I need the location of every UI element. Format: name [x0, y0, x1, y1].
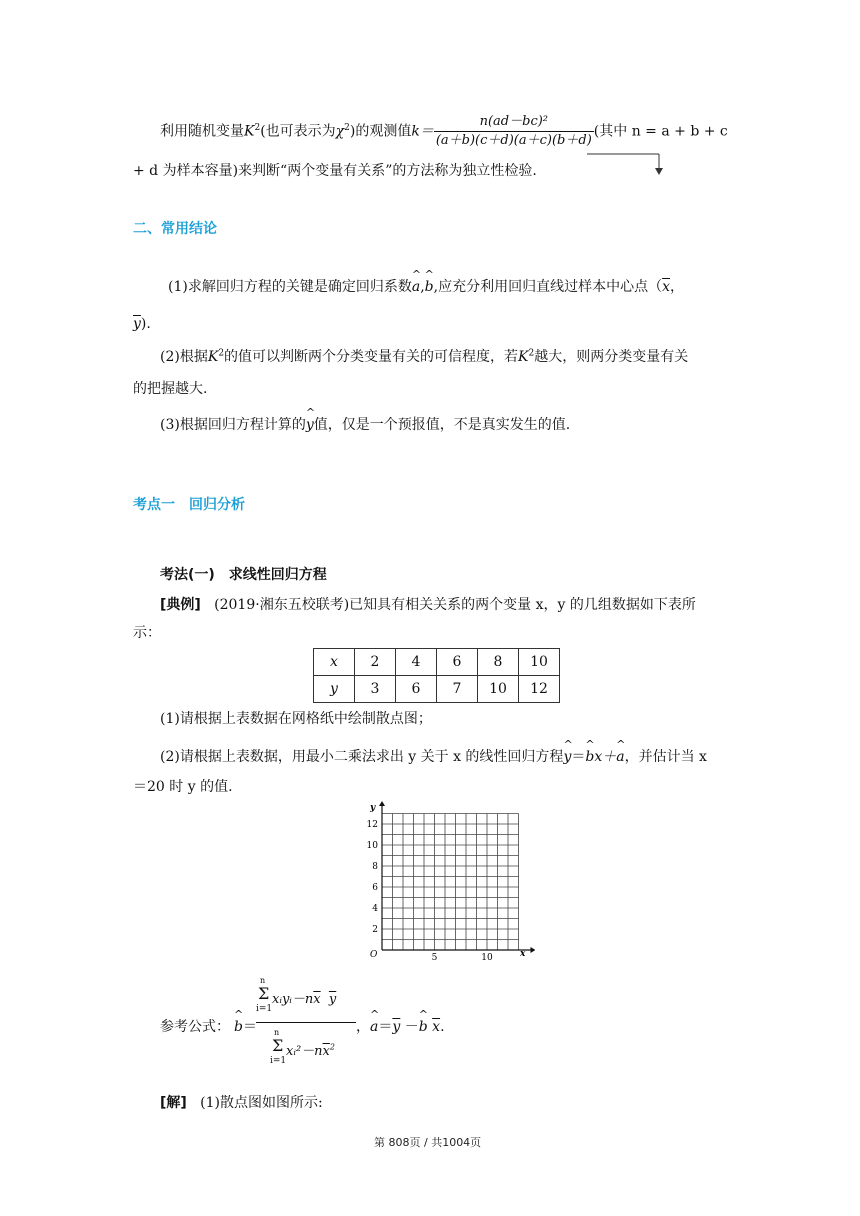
intro-text-line2: + d 为样本容量)来判断“两个变量有关系”的方法称为独立性检验.: [133, 163, 537, 179]
table-cell: 10: [478, 676, 519, 703]
table-cell: 10: [519, 649, 560, 676]
y-hat: ^ y: [306, 417, 314, 433]
intro-line-1: [160, 108, 728, 148]
y-tick-label: 12: [366, 820, 378, 830]
den-body: [286, 1040, 335, 1059]
den-body-text: xᵢ²－n: [286, 1044, 323, 1059]
x-tick-label: 5: [431, 953, 438, 962]
den-sum-top: n: [274, 1028, 280, 1037]
table-cell: 6: [437, 649, 478, 676]
item2-text-b: 的值可以判断两个分类变量有关的可信程度，若: [224, 349, 519, 365]
table-cell: 2: [355, 649, 396, 676]
den-x-bar: $\overline{x}$: [322, 1044, 330, 1059]
item2-k-2-sup: 2: [528, 348, 535, 359]
num-body: [272, 988, 336, 1007]
formula-b: ^ b: [234, 1019, 243, 1035]
q2-x-plus: x＋: [594, 749, 617, 765]
y-axis-arrow-icon: [379, 801, 385, 806]
formula-a-hat: [356, 1016, 445, 1036]
table-cell: 8: [478, 649, 519, 676]
table-cell: 6: [396, 676, 437, 703]
x-bar: $\overline{x}$: [662, 279, 670, 295]
den-sum-bottom: i=1: [270, 1056, 287, 1066]
intro-text-d: (其中 n = a + b + c: [593, 123, 728, 140]
num-body-text: xᵢyᵢ－n: [272, 992, 314, 1007]
q2-a-hat: ^ a: [616, 749, 624, 765]
formula-y-bar: $\overline{y}$: [392, 1019, 401, 1035]
conclusion-item-3: [160, 414, 570, 434]
k-equals: k＝: [411, 123, 434, 140]
y-tick-label: 8: [372, 862, 378, 872]
q2-b-hat: ^ b: [585, 749, 594, 765]
formula-a: ^ a: [370, 1019, 378, 1035]
table-cell: x: [314, 649, 355, 676]
table-cell: 3: [355, 676, 396, 703]
den-sq: 2: [329, 1042, 335, 1052]
intro-text-b: (也可表示为: [260, 123, 336, 140]
x-axis-label: x: [520, 949, 526, 959]
section-heading-common-conclusions: 二、常用结论: [133, 221, 217, 237]
question-2-line2: ＝20 时 y 的值.: [133, 779, 233, 795]
item1-text-a: (1)求解回归方程的关键是确定回归系数: [168, 279, 412, 295]
solution-line: [160, 1092, 323, 1112]
conclusion-item-1-line2: [133, 316, 151, 332]
formula-a-equals: ＝: [378, 1019, 393, 1035]
formula-b-hat: [234, 1016, 257, 1036]
example-line-1: [160, 594, 696, 614]
num-sigma: Σ: [258, 984, 270, 1003]
k-superscript: 2: [254, 123, 261, 133]
item1-text-b: ,应充分利用回归直线过样本中心点（: [433, 279, 663, 295]
y-axis-label: y: [370, 803, 376, 813]
b-hat: ^ b: [425, 279, 434, 295]
num-sum-bottom: i=1: [256, 1004, 273, 1014]
conclusion-item-2-line2: [133, 378, 207, 398]
formula-sep: ，: [356, 1019, 370, 1035]
grid-paper: [360, 800, 535, 962]
q2-text-b: ，并估计当 x: [624, 749, 707, 765]
q2-y-hat: ^ y: [563, 749, 571, 765]
fraction-denominator: (a＋b)(c＋d)(a＋c)(b＋d): [435, 133, 592, 149]
method-heading: 考法(一) 求线性回归方程: [160, 567, 327, 583]
x-tick-labels: [432, 953, 493, 962]
formula-minus: －: [404, 1019, 419, 1035]
intro-line-2: [133, 160, 537, 180]
table-cell: 12: [519, 676, 560, 703]
intro-text-c: )的观测值: [349, 123, 412, 140]
y-bar: $\overline{y}$: [133, 316, 141, 332]
example-label: [典例]: [160, 597, 201, 613]
formula-b2: ^ b: [419, 1019, 428, 1035]
item2-k-1: K: [207, 349, 219, 365]
table-cell: 4: [396, 649, 437, 676]
x-axis-arrow-icon: [531, 947, 536, 953]
y-tick-label: 10: [366, 841, 378, 851]
solution-label: [解]: [160, 1095, 187, 1111]
page-footer: 第 808页 / 共1004页: [374, 1136, 482, 1149]
table-row: [314, 649, 560, 676]
q2-text-a: (2)请根据上表数据，用最小二乘法求出 y 关于 x 的线性回归方程: [160, 749, 564, 765]
item3-text-a: (3)根据回归方程计算的: [160, 417, 306, 433]
conclusion-item-2: [160, 346, 688, 366]
num-sum-top: n: [260, 976, 266, 985]
section-heading-regression-analysis: 考点一 回归分析: [133, 497, 245, 513]
a-hat: ^ a: [412, 279, 420, 295]
data-table: [313, 648, 560, 703]
table-cell: 7: [437, 676, 478, 703]
example-text-line1: (2019·湘东五校联考)已知具有相关关系的两个变量 x，y 的几组数据如下表所: [214, 597, 696, 613]
fraction-bar: [256, 1022, 356, 1023]
table-cell: y: [314, 676, 355, 703]
y-tick-labels: [367, 820, 379, 935]
y-tick-label: 2: [372, 925, 378, 935]
formula-equals: ＝: [242, 1019, 257, 1035]
item3-text-b: 值，仅是一个预报值，不是真实发生的值.: [313, 417, 571, 433]
item1-text-c: ，: [669, 279, 684, 295]
num-x-bar: $\overline{x}$: [313, 992, 321, 1007]
item2-text-c: 越大，则两分类变量有关: [534, 349, 689, 365]
formula-fraction: [256, 974, 356, 1070]
fraction-numerator: n(ad－bc)²: [434, 113, 594, 132]
origin-label: O: [370, 950, 378, 960]
chi-square-fraction: [434, 113, 594, 150]
y-tick-label: 6: [372, 883, 378, 893]
formula-label: 参考公式：: [160, 1019, 230, 1035]
chi-symbol: χ: [335, 123, 345, 140]
grid-lines: [382, 814, 519, 951]
conclusion-item-1: [168, 276, 684, 296]
item2-k-1-sup: 2: [218, 348, 225, 359]
item2-text-a: (2)根据: [160, 349, 208, 365]
den-sigma: Σ: [272, 1036, 284, 1055]
k-symbol: K: [244, 123, 255, 140]
item2-text-line2: 的把握越大.: [133, 381, 208, 397]
x-tick-label: 10: [481, 953, 493, 962]
example-line-2: [133, 622, 161, 642]
q2-equals: ＝: [571, 749, 586, 765]
chi-superscript: 2: [344, 123, 350, 133]
table-row: [314, 676, 560, 703]
item1-comma: ,: [420, 279, 425, 295]
intro-text-a: 利用随机变量: [160, 123, 244, 140]
item2-k-2: K: [518, 349, 529, 365]
item1-text-d: ).: [140, 316, 151, 332]
formula-x-bar: $\overline{x}$: [432, 1019, 441, 1035]
question-1: (1)请根据上表数据在网格纸中绘制散点图；: [160, 711, 432, 727]
example-text-line2: 示：: [133, 625, 161, 641]
y-tick-label: 4: [372, 904, 378, 914]
num-y-bar: $\overline{y}$: [328, 992, 337, 1007]
formula-end: .: [440, 1019, 445, 1035]
down-arrow-icon: [585, 150, 665, 178]
question-2: [160, 746, 707, 766]
solution-text: (1)散点图如图所示:: [200, 1095, 323, 1111]
